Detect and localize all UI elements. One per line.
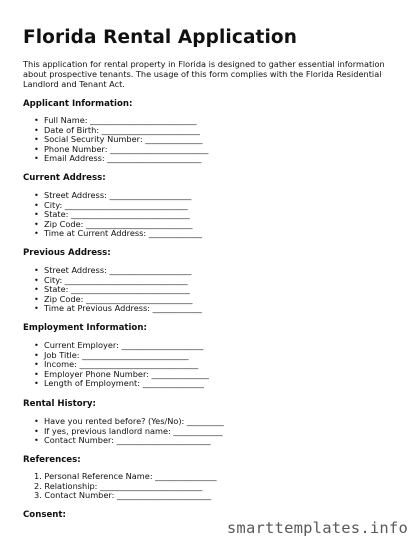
list-item: • Street Address: ____________________ <box>34 266 202 276</box>
list-item: • Email Address: _______________________ <box>34 154 208 164</box>
document-title: Florida Rental Application <box>23 27 297 48</box>
list-item: • Time at Previous Address: ____________ <box>34 304 202 314</box>
list-item: • State: _____________________________ <box>34 285 202 295</box>
list-item: • Current Employer: ____________________ <box>34 341 209 351</box>
list-item: • Date of Birth: ________________________ <box>34 126 208 136</box>
consent-heading: Consent: <box>23 510 66 520</box>
list-item: • City: ______________________________ <box>34 276 202 286</box>
references-heading: References: <box>23 455 81 465</box>
intro-paragraph: This application for rental property in Florida is designed to gather essential information about prospective tenants. The usage of this form complies with the Florida Residential Landlord and Tenant Act. <box>23 59 385 90</box>
list-number: 2. <box>34 480 42 491</box>
list-item: • Social Security Number: ______________ <box>34 135 208 145</box>
list-item: • Income: _____________________________ <box>34 360 209 370</box>
applicant-list <box>34 116 208 164</box>
list-item: • Length of Employment: _______________ <box>34 379 209 389</box>
list-item: • Phone Number: ________________________ <box>34 145 208 155</box>
list-item: • Contact Number: _______________________ <box>34 436 224 446</box>
previous-address-list <box>34 266 202 314</box>
watermark-text: smarttemplates.info <box>226 519 408 537</box>
employment-list <box>34 341 209 389</box>
list-item: • Full Name: __________________________ <box>34 116 208 126</box>
list-number: 3. <box>34 490 42 501</box>
list-item: • Street Address: ____________________ <box>34 191 202 201</box>
list-item: • Time at Current Address: _____________ <box>34 229 202 239</box>
list-item: • Have you rented before? (Yes/No): _________ <box>34 417 224 427</box>
current-address-heading: Current Address: <box>23 173 106 183</box>
list-text: Relationship: _________________________ <box>44 480 203 491</box>
list-item: • State: _____________________________ <box>34 210 202 220</box>
rental-history-list <box>34 417 224 446</box>
previous-address-heading: Previous Address: <box>23 248 111 258</box>
list-item <box>34 491 217 501</box>
list-number: 1. <box>34 471 42 481</box>
applicant-heading: Applicant Information: <box>23 99 133 109</box>
list-item: • Zip Code: __________________________ <box>34 295 202 305</box>
list-item: • City: ______________________________ <box>34 201 202 211</box>
employment-heading: Employment Information: <box>23 323 147 333</box>
list-item: • Zip Code: __________________________ <box>34 220 202 230</box>
current-address-list <box>34 191 202 239</box>
list-item: • Job Title: __________________________ <box>34 351 209 361</box>
list-text: Contact Number: _______________________ <box>44 490 212 501</box>
list-item: • Employer Phone Number: ______________ <box>34 370 209 380</box>
references-list <box>34 472 217 501</box>
rental-history-heading: Rental History: <box>23 399 96 409</box>
list-item: • If yes, previous landlord name: ____________ <box>34 427 224 437</box>
list-text: Personal Reference Name: _______________ <box>44 471 217 481</box>
